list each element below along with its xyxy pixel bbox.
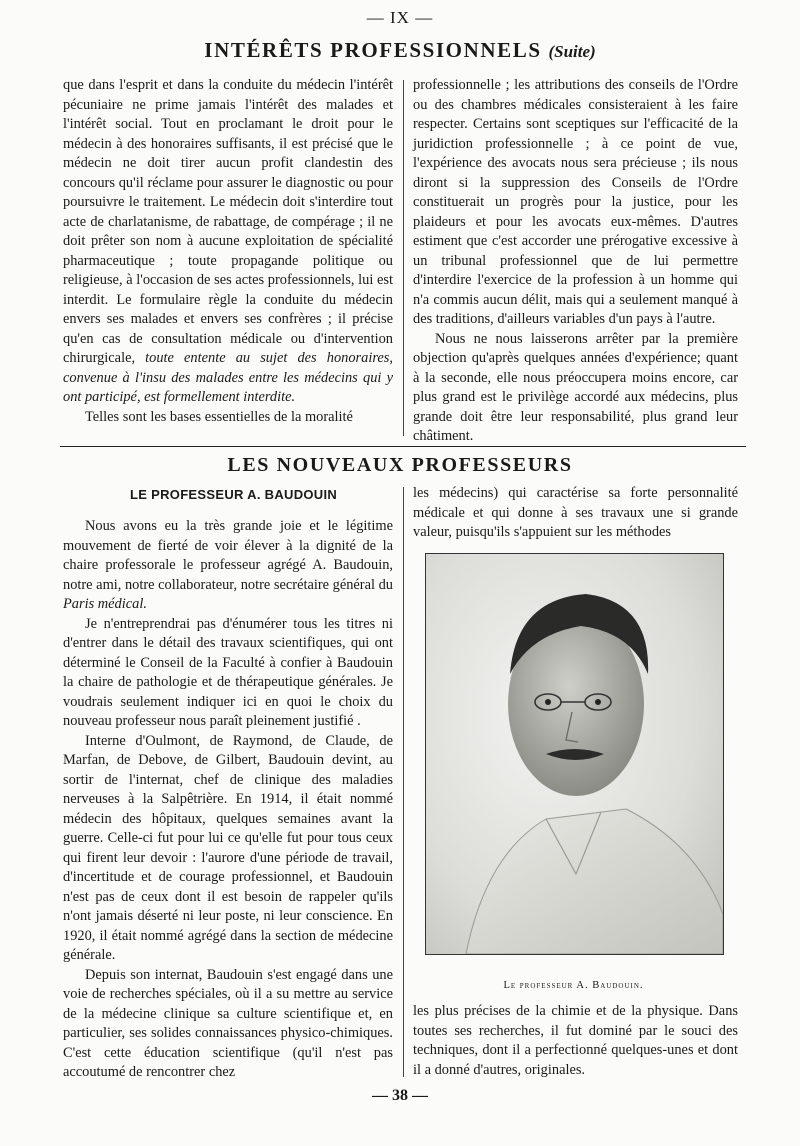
horizontal-rule [60, 446, 746, 447]
column-divider-top [403, 80, 404, 436]
portrait-photo [425, 553, 724, 955]
top-right-column [413, 76, 738, 447]
article-paragraph-2: Je n'entreprendrai pas d'énumérer tous les titres ni d'entrer dans le détail des travaux scientifiques, qui ont déterminé le Conseil de la Faculté à confier à Baudouin la chaire de pathologie et de thérapeutique générales. Je voudrais seulement indiquer ici en quoi le choix du nouveau professeur nous paraît pleinement justifié . [63, 615, 393, 729]
page-number: — 38 — [372, 1087, 428, 1104]
article-subtitle: LE PROFESSEUR A. BAUDOUIN [130, 487, 338, 502]
article-right-top: les médecins) qui caractérise sa forte personnalité médicale et qui donne à ses travaux une si grande valeur, puisqu'ils s'appuient sur les méthodes [413, 485, 738, 540]
article-left-column [63, 517, 393, 1083]
article-paragraph-4: Depuis son internat, Baudouin s'est engagé dans une voie de recherches spéciales, où il a su mettre au service de la médecine clinique sa culture scientifique et, en particulier, ses solides connaissances physico-chimiques. C'est cette éducation scientifique (qu'il n'est pas accoutumé de rencontrer chez [63, 966, 393, 1080]
top-left-text: que dans l'esprit et dans la conduite du médecin l'intérêt pécuniaire ne prime jamais l'intérêt des malades et l'intérêt social. Tout en proclamant le droit pour le médecin à des honoraires suffisants, il est précisé que le médecin ne doit tirer aucun profit clandestin des concours qu'il réclame pour assurer le diagnostic ou pour poursuivre le traitement. Le médecin doit s'interdire tout acte de charlatanisme, de rabattage, de compérage ; il ne doit prêter son nom à aucune exploitation de spécialité pharmaceutique ; toute propagande politique ou religieuse, à l'occasion de ses actes professionnels, lui est interdit. Le formulaire règle la conduite du médecin envers ses malades et envers ses confrères ; il précise qu'en cas de consultation médicale ou d'intervention chirurgicale, [63, 77, 393, 366]
article-paragraph-1 [63, 517, 393, 615]
article-title: LES NOUVEAUX PROFESSEURS [227, 454, 573, 476]
article-paragraph-3: Interne d'Oulmont, de Raymond, de Claude, de Marfan, de Debove, de Gilbert, Baudouin devint, au sortir de l'internat, chef de clinique des maladies nerveuses à la Salpêtrière. En 1914, il était nommé médecin des hôpitaux, quelques semaines avant la guerre. Celle-ci fut pour lui ce qu'elle fut pour tous ceux qui firent leur devoir : l'aurore d'une période de travail, d'incertitude et de courage professionnel, et Baudouin n'est pas de ceux dont il est besoin de rappeler qu'ils n'ont jamais déserté ni leur poste, ni leur conscience. En 1920, il était nommé agrégé dans la section de médecine générale. [63, 732, 393, 963]
top-right-paragraph: professionnelle ; les attributions des conseils de l'Ordre ou des chambres médicales consisteraient à les faire respecter. Certains sont sceptiques sur l'efficacité de la juridiction professionnelle ; à ce point de vue, l'expérience des avocats nous sera précieuse ; ils nous diront si la suppression des Conseils de l'Ordre constituerait un progrès pour la justice, pour les plaideurs et pour les avocats eux-mêmes. D'autres estiment que c'est accorder une prérogative excessive à un tribunal professionnel que de lui permettre d'interdire l'exercice de la profession à un homme qui n'a commis aucun délit, mais qui a seulement manqué à des traditions, d'ailleurs variables d'un pays à l'autre. [413, 77, 738, 327]
page-folio-top: — IX — [366, 8, 434, 27]
photo-caption: Le professeur A. Baudouin. [503, 980, 644, 991]
portrait-illustration [426, 554, 723, 954]
article-paragraph-1-text: Nous avons eu la très grande joie et le légitime mouvement de fierté de voir élever à la dignité de la chaire professorale le professeur agrégé A. Baudouin, notre ami, notre collaborateur, notre secrétaire général du [63, 518, 393, 593]
section-title-text: INTÉRÊTS PROFESSIONNELS [204, 38, 542, 62]
column-divider-bottom [403, 487, 404, 1077]
section-title [0, 38, 800, 63]
top-left-paragraph-2: Telles sont les bases essentielles de la moralité [85, 408, 353, 425]
journal-name: Paris médical. [63, 596, 147, 612]
top-left-italic-text: toute entente au sujet des honoraires, convenue à l'insu des malades entre les médecins qui y ont participé, est formellement interdite. [63, 350, 393, 405]
top-left-column [63, 76, 393, 427]
top-right-paragraph-2: Nous ne nous laisserons arrêter par la première objection qu'après quelques années d'expérience; quant à la seconde, elle nous préoccupera moins encore, car plus grand est le privilège accordé aux médecins, plus grande doit être leur responsabilité, plus grand leur châtiment. [413, 330, 738, 444]
section-title-suite: (Suite) [548, 42, 596, 61]
article-right-bottom: les plus précises de la chimie et de la physique. Dans toutes ses recherches, il fut dominé par le souci des techniques, dont il a perfectionné quelques-unes et dont il a donné d'autres, originales. [413, 1003, 738, 1078]
top-left-paragraph [63, 76, 393, 408]
